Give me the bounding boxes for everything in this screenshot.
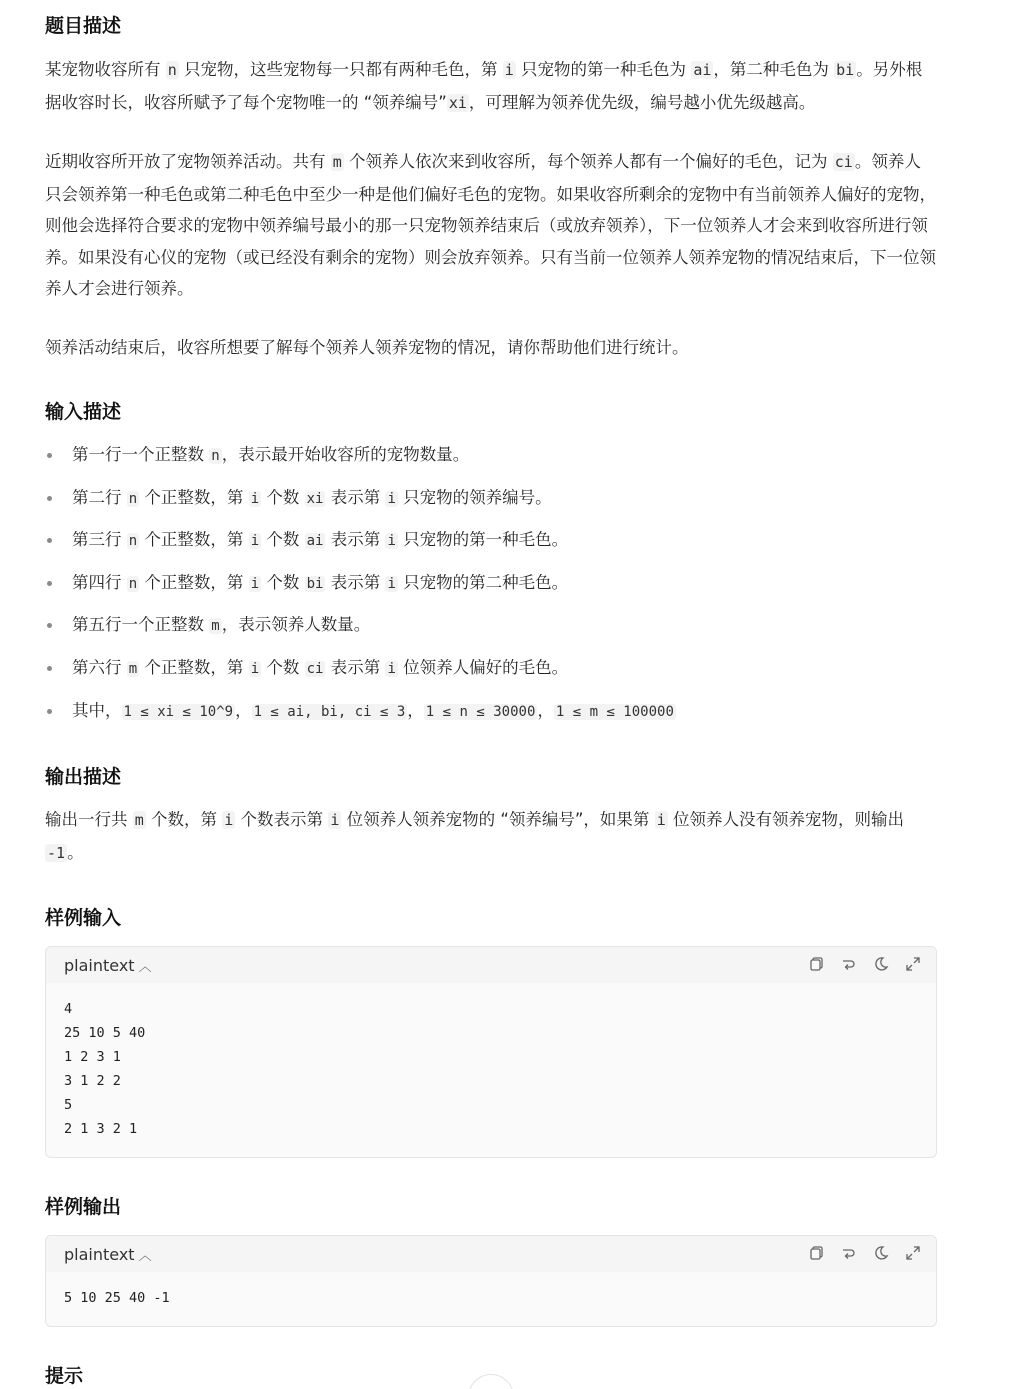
inline-code: i <box>387 660 396 677</box>
text-run: 表示第 <box>325 487 386 507</box>
text-run: 。领养人只会领养第一种毛色或第二种毛色中至少一种是他们偏好毛色的宠物。如果收容所剩余的宠物中有当前领养人偏好的宠物，则他会选择符合要求的宠物中领养编号最小的那一只宠物领养结束后（或放弃领养），下一位领养人才会来到收容所进行领养。如果没有心仪的宠物（或已经没有剩余的宠物）则会放弃领养。只有当前一位领养人领养宠物的情况结束后，下一位领养人才会进行领养。 <box>45 152 936 298</box>
sample-output-heading: 样例输出 <box>45 1196 122 1218</box>
text-run: 位领养人偏好的毛色。 <box>397 657 569 677</box>
text-run: 输出一行共 <box>45 810 133 829</box>
inline-code: i <box>250 533 260 550</box>
theme-icon[interactable] <box>872 955 890 973</box>
inline-code: ai <box>306 533 324 550</box>
text-run: 第五行一个正整数 <box>72 615 210 635</box>
text-run: 位领养人领养宠物的 “领养编号”，如果第 <box>341 810 655 829</box>
text-run: 只宠物的第一种毛色。 <box>397 530 569 550</box>
text-run: 表示第 <box>325 530 386 550</box>
expand-icon[interactable] <box>904 1244 922 1262</box>
output-heading: 输出描述 <box>45 766 122 788</box>
inline-code: i <box>224 811 234 829</box>
sample-output-code: 5 10 25 40 -1 <box>64 1290 170 1306</box>
text-run: 个数 <box>261 487 305 507</box>
text-run: ， <box>407 700 424 720</box>
output-description <box>45 804 937 869</box>
hint-heading: 提示 <box>45 1365 84 1387</box>
inline-code: m <box>332 153 342 171</box>
input-heading: 输入描述 <box>45 401 122 423</box>
text-run: 第三行 <box>72 530 127 550</box>
description-para-2 <box>45 146 937 305</box>
inline-code: 1 ≤ m ≤ 100000 <box>555 703 674 720</box>
list-item <box>45 612 937 655</box>
text-run: 表示第 <box>325 572 386 592</box>
text-run: 。另外根据收容时长，收容所赋予了每个宠物唯一的 “领养编号” <box>45 60 923 112</box>
text-run: 第四行 <box>72 572 127 592</box>
sample-output-block <box>45 1235 937 1327</box>
code-header <box>46 1236 936 1272</box>
code-toolbar <box>808 955 922 973</box>
inline-code: m <box>128 660 138 677</box>
inline-code: i <box>656 811 666 829</box>
text-run: ，表示领养人数量。 <box>221 615 371 635</box>
inline-code: n <box>167 61 177 79</box>
inline-code: ci <box>306 660 324 677</box>
chevron-up-icon[interactable]: ︿ <box>138 959 152 975</box>
inline-code: ai <box>693 61 712 79</box>
scroll-to-top-button[interactable] <box>468 1374 514 1389</box>
text-run: 只宠物的第一种毛色为 <box>515 60 692 79</box>
inline-code: 1 ≤ n ≤ 30000 <box>425 703 536 720</box>
description-para-3 <box>45 332 937 364</box>
text-run: ，可理解为领养优先级，编号越小优先级越高。 <box>468 92 816 112</box>
text-run: 。 <box>67 842 84 862</box>
text-run: ，第二种毛色为 <box>713 60 835 79</box>
inline-code: n <box>128 533 138 550</box>
inline-code: i <box>387 575 396 592</box>
inline-code: i <box>330 811 340 829</box>
code-header <box>46 947 936 983</box>
inline-code: i <box>250 575 260 592</box>
text-run: 位领养人没有领养宠物，则输出 <box>667 810 904 829</box>
inline-code: bi <box>306 575 324 592</box>
list-item <box>45 485 937 528</box>
inline-code: m <box>134 811 144 829</box>
input-list <box>45 442 937 740</box>
text-run: 只宠物的领养编号。 <box>397 487 552 507</box>
inline-code: n <box>128 490 138 507</box>
text-run: 个正整数，第 <box>139 572 249 592</box>
chevron-up-icon[interactable]: ︿ <box>138 1248 152 1264</box>
inline-code: i <box>504 61 514 79</box>
text-run: ， <box>537 700 554 720</box>
wrap-icon[interactable] <box>840 955 858 973</box>
copy-icon[interactable] <box>808 1244 826 1262</box>
text-run: 其中， <box>72 700 122 720</box>
description-para-1 <box>45 54 937 119</box>
text-run: 第一行一个正整数 <box>72 445 210 464</box>
inline-code: i <box>250 660 260 677</box>
expand-icon[interactable] <box>904 955 922 973</box>
text-run: 个正整数，第 <box>139 657 249 677</box>
list-item <box>45 698 937 741</box>
code-toolbar <box>808 1244 922 1262</box>
inline-code: ci <box>834 153 853 171</box>
text-run: ，表示最开始收容所的宠物数量。 <box>221 445 470 464</box>
list-item <box>45 527 937 570</box>
list-item <box>45 570 937 613</box>
inline-code: xi <box>306 490 324 507</box>
inline-code: bi <box>836 61 855 79</box>
text-run: 个数表示第 <box>235 810 329 829</box>
inline-code: 1 ≤ xi ≤ 10^9 <box>123 703 234 720</box>
list-item <box>45 655 937 698</box>
inline-code: -1 <box>47 843 66 862</box>
code-language-label[interactable]: plaintext <box>64 955 135 975</box>
text-run: 个数，第 <box>145 810 223 829</box>
text-run: 近期收容所开放了宠物领养活动。共有 <box>45 152 331 171</box>
theme-icon[interactable] <box>872 1244 890 1262</box>
inline-code: i <box>387 490 396 507</box>
text-run: 个领养人依次来到收容所，每个领养人都有一个偏好的毛色，记为 <box>343 152 833 171</box>
text-run: ， <box>235 700 252 720</box>
text-run: 第六行 <box>72 657 127 677</box>
wrap-icon[interactable] <box>840 1244 858 1262</box>
text-run: 第二行 <box>72 487 127 507</box>
text-run: 领养活动结束后，收容所想要了解每个领养人领养宠物的情况，请你帮助他们进行统计。 <box>45 338 689 357</box>
list-item <box>45 442 937 485</box>
inline-code: i <box>250 490 260 507</box>
sample-input-code: 4 25 10 5 40 1 2 3 1 3 1 2 2 5 2 1 3 2 1 <box>64 1001 146 1137</box>
inline-code: n <box>128 575 138 592</box>
sample-input-block <box>45 946 937 1158</box>
text-run: 个正整数，第 <box>139 530 249 550</box>
copy-icon[interactable] <box>808 955 826 973</box>
text-run: 只宠物，这些宠物每一只都有两种毛色，第 <box>178 60 503 79</box>
text-run: 只宠物的第二种毛色。 <box>397 572 569 592</box>
text-run: 个正整数，第 <box>139 487 249 507</box>
text-run: 个数 <box>261 657 305 677</box>
inline-code: i <box>387 533 396 550</box>
text-run: 表示第 <box>325 657 386 677</box>
text-run: 某宠物收容所有 <box>45 60 166 79</box>
sample-input-heading: 样例输入 <box>45 907 122 929</box>
inline-code: xi <box>448 93 467 112</box>
text-run: 个数 <box>261 572 305 592</box>
description-heading: 题目描述 <box>45 15 122 37</box>
inline-code: m <box>211 618 220 635</box>
code-language-label[interactable]: plaintext <box>64 1244 135 1264</box>
inline-code: n <box>211 448 220 464</box>
text-run: 个数 <box>261 530 305 550</box>
inline-code: 1 ≤ ai, bi, ci ≤ 3 <box>253 703 406 720</box>
